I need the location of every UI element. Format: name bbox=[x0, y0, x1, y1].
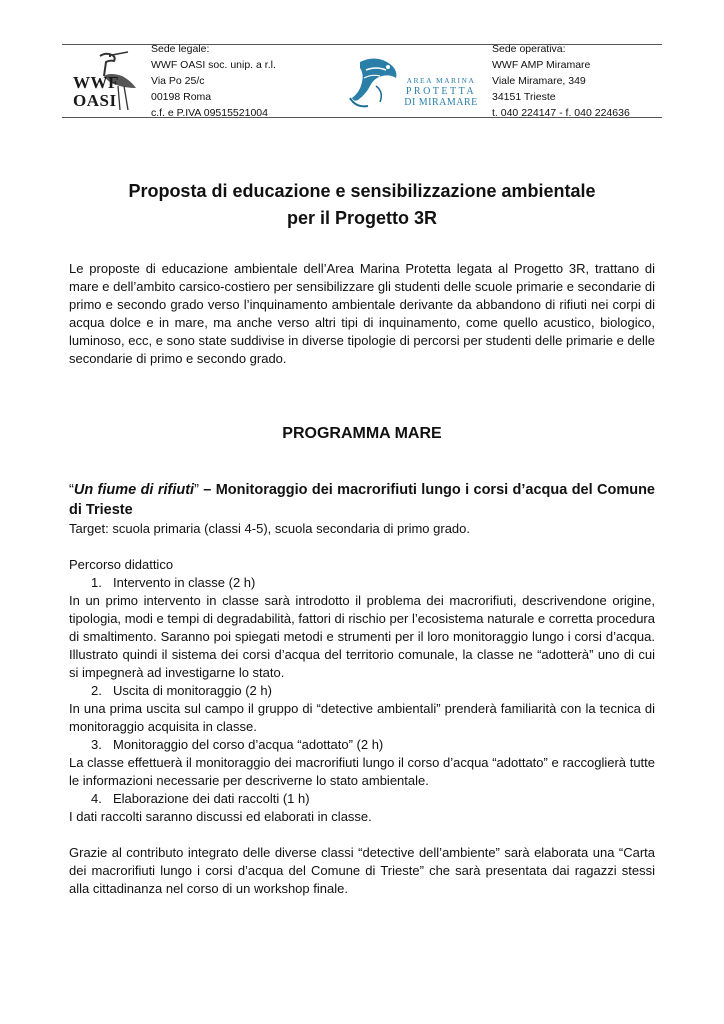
wwf-logo-line1: WWF bbox=[73, 73, 119, 92]
legal-company: WWF OASI soc. unip. a r.l. bbox=[151, 59, 276, 71]
amp-miramare-logo-text bbox=[400, 76, 482, 108]
intro-paragraph: Le proposte di educazione ambientale dell’Area Marina Protetta legata al Progetto 3R, trattano di mare e dell’ambito carsico-costiero per sensibilizzare gli studenti delle scuole primarie e secondarie di primo e secondo grado verso l’inquinamento ambientale derivante da abbandono di rifiuti nei corpi di acqua dolce e in mare, ma anche verso altri tipi di inquinamento, come quello acustico, biologico, luminoso, ecc, e sono state suddivise in diverse tipologie di percorsi per studenti delle primarie e delle secondarie di primo e secondo grado. bbox=[69, 261, 655, 366]
amp-logo-line2: PROTETTA bbox=[405, 86, 477, 97]
title-line1: Proposta di educazione e sensibilizzazione ambientale bbox=[128, 181, 596, 201]
operative-phone: t. 040 224147 - f. 040 224636 bbox=[492, 107, 630, 119]
step-4-title: Elaborazione dei dati raccolti (1 h) bbox=[113, 791, 310, 806]
step-4-number: 4. bbox=[91, 791, 102, 806]
step-3-text: La classe effettuerà il monitoraggio dei macrorifiuti lungo il corso d’acqua “adottato” e raccoglierà tutte le informazioni necessarie per descriverne lo stato ambientale. bbox=[69, 755, 655, 788]
amp-logo-line3: DI MIRAMARE bbox=[404, 97, 478, 108]
activity-subtitle: – Monitoraggio dei macrorifiuti lungo i corsi d’acqua del Comune di Trieste bbox=[69, 482, 655, 518]
step-1-number: 1. bbox=[91, 575, 102, 590]
activity-quote-close: ” bbox=[194, 482, 199, 498]
operative-city: 34151 Trieste bbox=[492, 91, 556, 103]
activity-target: Target: scuola primaria (classi 4-5), scuola secondaria di primo grado. bbox=[69, 521, 471, 536]
legal-street: Via Po 25/c bbox=[151, 75, 205, 87]
step-3-title: Monitoraggio del corso d’acqua “adottato” (2 h) bbox=[113, 737, 384, 752]
step-2-text: In una prima uscita sul campo il gruppo di “detective ambientali” prenderà familiarità con la tecnica di monitoraggio acquisita in classe. bbox=[69, 701, 655, 734]
operative-street: Viale Miramare, 349 bbox=[492, 75, 586, 87]
legal-city: 00198 Roma bbox=[151, 91, 212, 103]
activity-quote-open: “ bbox=[69, 482, 74, 498]
step-4-heading bbox=[91, 790, 310, 808]
step-1-text: In un primo intervento in classe sarà introdotto il problema dei macrorifiuti, descrivendone origine, tipologia, modi e tempi di degradabilità, fattori di rischio per l’ecosistema naturale e corretta procedura di smaltimento. Saranno poi spiegati metodi e strumenti per il loro monitoraggio lungo i corsi d’acqua. Illustrato quindi il sistema dei corsi d’acqua del territorio comunale, la classe ne “adotterà” uno di cui si impegnerà ad investigarne lo stato. bbox=[69, 593, 655, 680]
wwf-oasi-logo-text bbox=[73, 74, 119, 110]
document-title bbox=[62, 178, 662, 232]
step-1-title: Intervento in classe (2 h) bbox=[113, 575, 256, 590]
step-4-text: I dati raccolti saranno discussi ed elaborati in classe. bbox=[69, 809, 372, 824]
closing-paragraph: Grazie al contributo integrato delle diverse classi “detective dell’ambiente” sarà elaborata una “Carta dei macrorifiuti lungo i corsi d’acqua del Comune di Trieste” che sarà presentata dai ragazzi stessi alla cittadinanza nel corso di un workshop finale. bbox=[69, 845, 655, 896]
wwf-logo-line2: OASI bbox=[73, 91, 117, 110]
header-operative-address bbox=[492, 41, 630, 121]
section-title: PROGRAMMA MARE bbox=[282, 425, 442, 442]
path-label: Percorso didattico bbox=[69, 557, 174, 572]
legal-label: Sede legale: bbox=[151, 43, 210, 55]
activity-heading bbox=[69, 480, 655, 520]
title-line2: per il Progetto 3R bbox=[286, 208, 438, 228]
amp-logo-line1: AREA MARINA bbox=[406, 76, 476, 85]
step-1-heading bbox=[91, 574, 255, 592]
step-3-number: 3. bbox=[91, 737, 102, 752]
step-3-heading bbox=[91, 736, 383, 754]
operative-label: Sede operativa: bbox=[492, 43, 566, 55]
activity-name: Un fiume di rifiuti bbox=[73, 482, 195, 498]
legal-tax-id: c.f. e P.IVA 09515521004 bbox=[151, 107, 268, 119]
header-legal-address bbox=[151, 41, 276, 121]
step-2-number: 2. bbox=[91, 683, 102, 698]
operative-company: WWF AMP Miramare bbox=[492, 59, 591, 71]
step-2-title: Uscita di monitoraggio (2 h) bbox=[113, 683, 272, 698]
step-2-heading bbox=[91, 682, 272, 700]
amp-miramare-fish-logo-icon bbox=[346, 52, 404, 110]
